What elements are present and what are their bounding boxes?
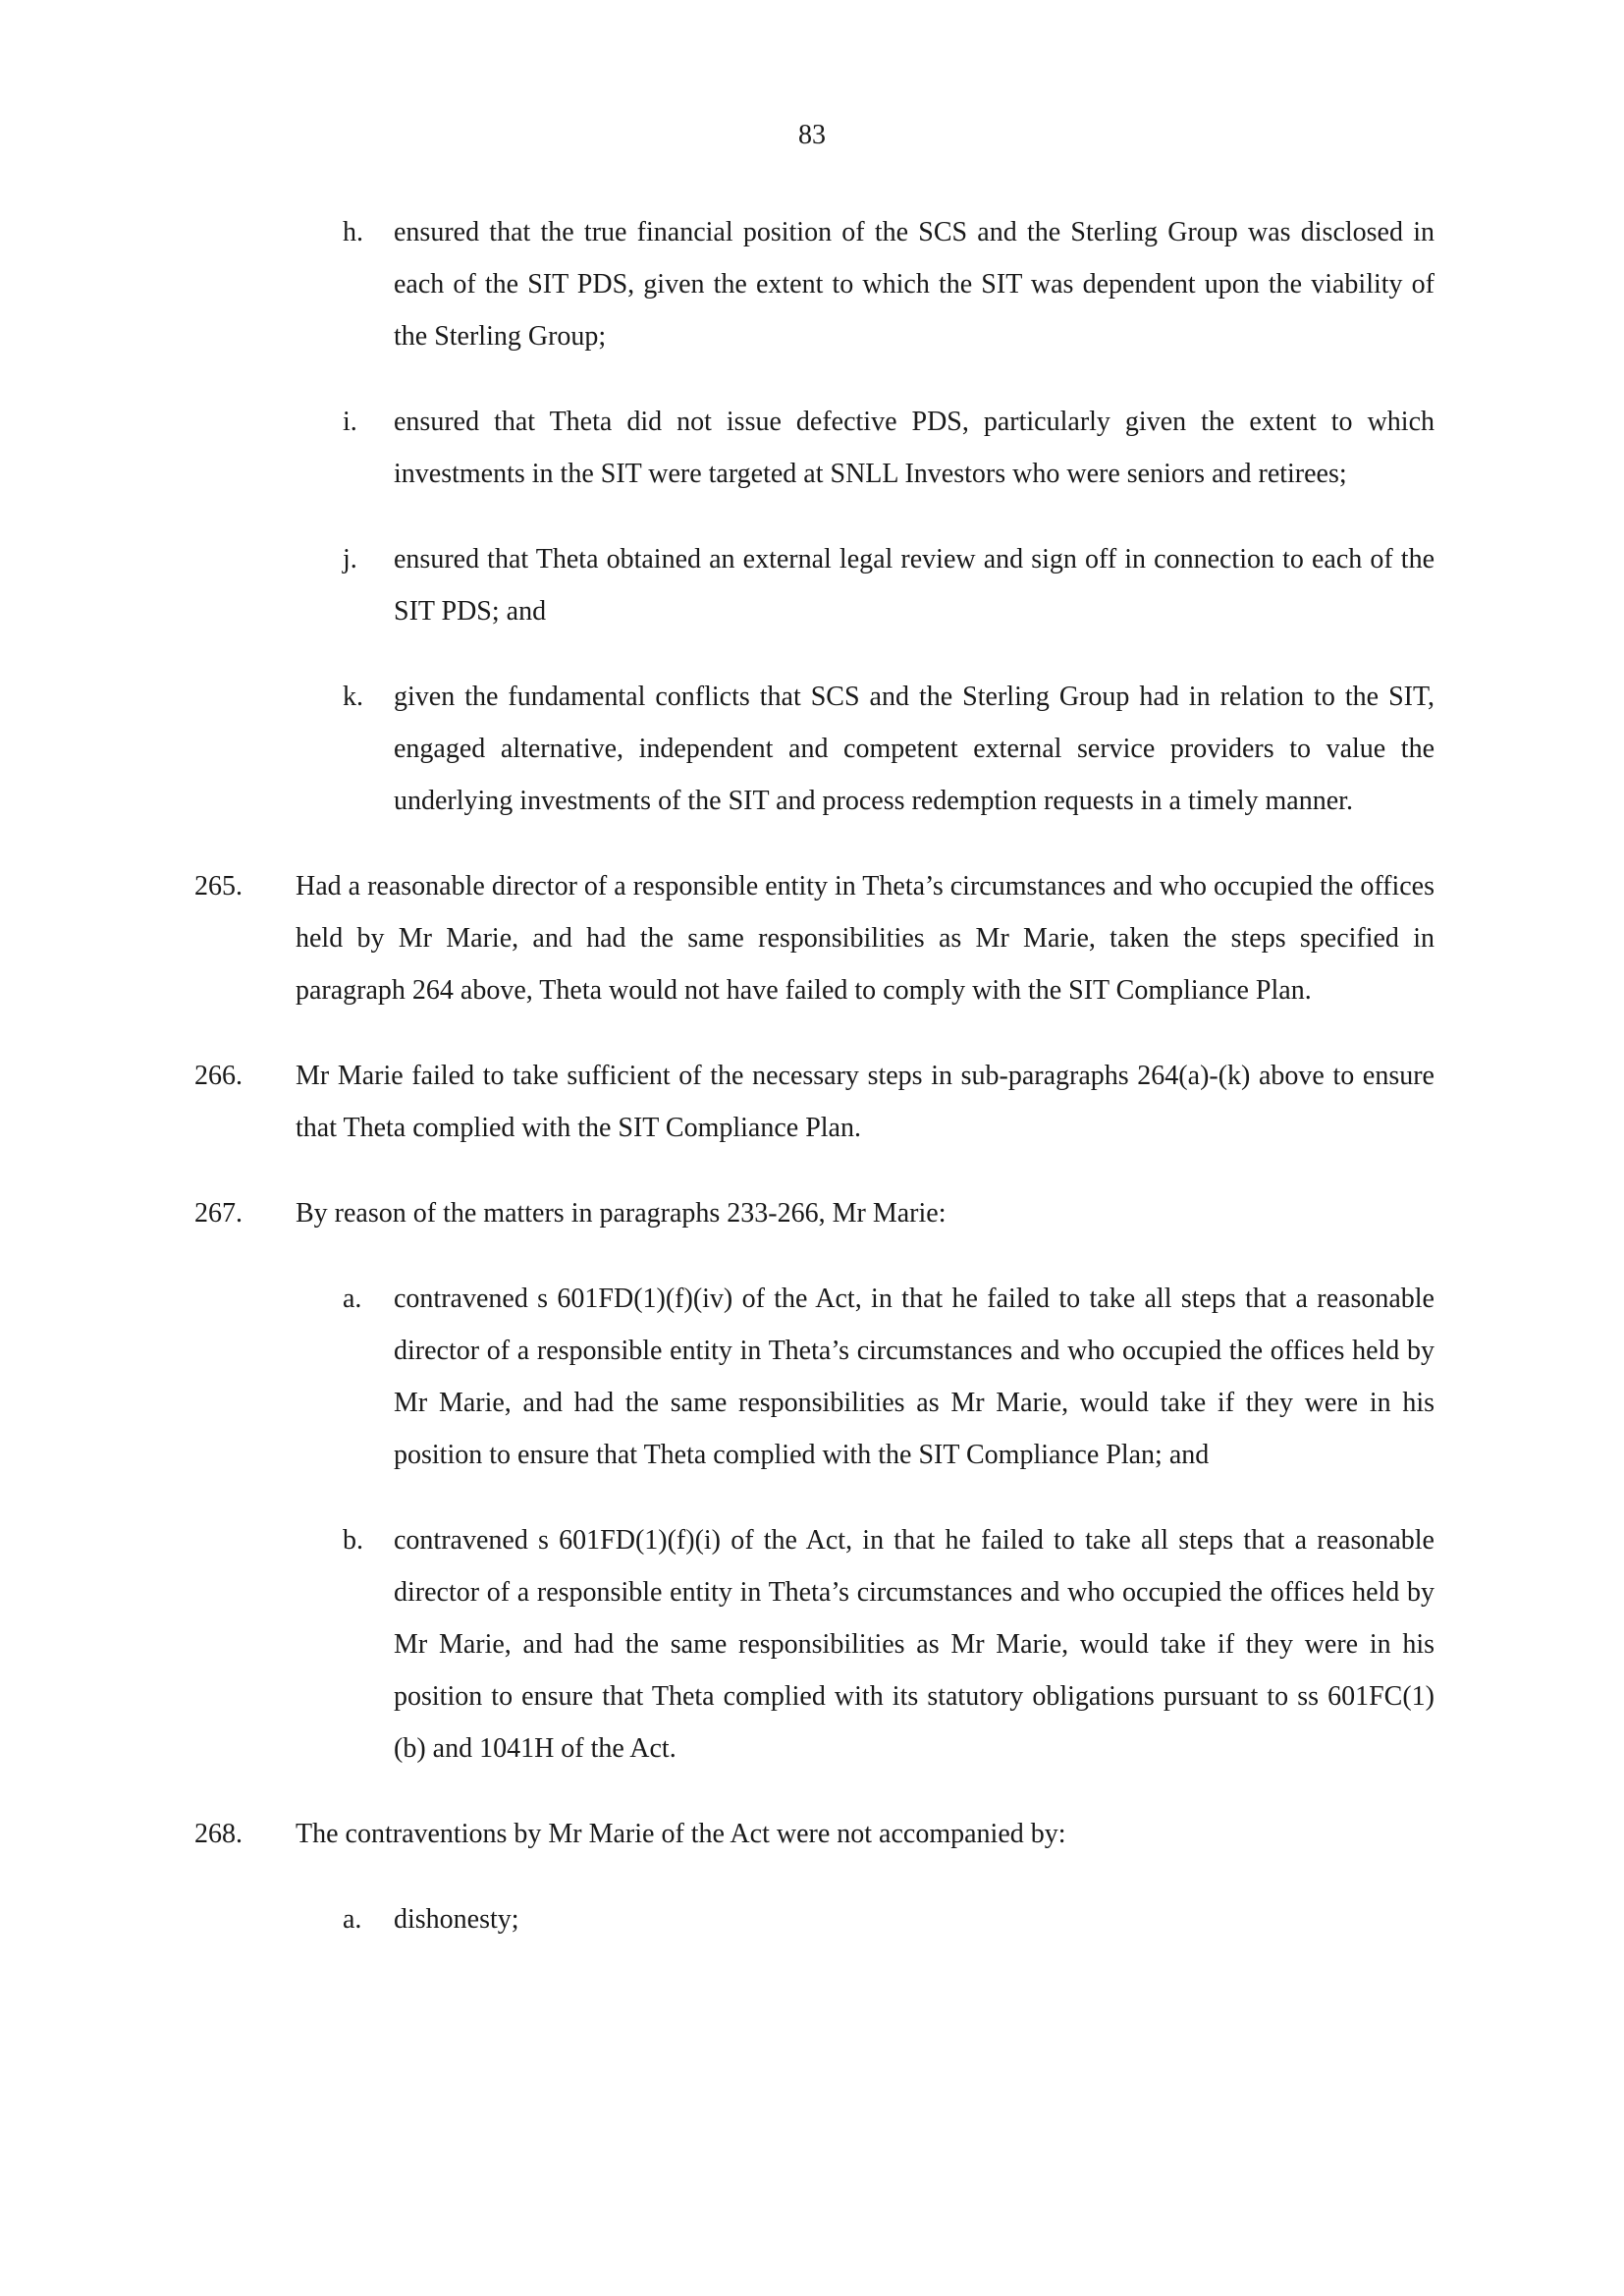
sub-paragraph-267-a: [0, 1273, 1624, 1481]
sub-paragraph-letter: b.: [343, 1525, 363, 1556]
paragraph-text: Had a reasonable director of a responsible entity in Theta’s circumstances and who occupied the offices held by Mr Marie, and had the same responsibilities as Mr Marie, taken the steps specified in paragraph 264 above, Theta would not have failed to comply with the SIT Compliance Plan.: [296, 871, 1435, 1006]
page-number: 83: [798, 120, 826, 150]
paragraph-number: 265.: [194, 871, 243, 902]
sub-paragraph-letter: k.: [343, 682, 363, 712]
sub-paragraph-267-b: [0, 1514, 1624, 1775]
paragraph-number: 267.: [194, 1198, 243, 1229]
sub-paragraph-text: dishonesty;: [394, 1904, 519, 1935]
paragraph-number: 268.: [194, 1819, 243, 1849]
sub-paragraph-i: [0, 396, 1624, 500]
sub-paragraph-letter: a.: [343, 1284, 362, 1314]
sub-paragraph-letter: h.: [343, 217, 363, 247]
sub-paragraph-text: contravened s 601FD(1)(f)(iv) of the Act, in that he failed to take all steps that a reasonable director of a responsible entity in Theta’s circumstances and who occupied the offices held by Mr Marie, and had the same responsibilities as Mr Marie, would take if they were in his position to ensure that Theta complied with the SIT Compliance Plan; and: [394, 1284, 1435, 1470]
sub-paragraph-h: [0, 206, 1624, 362]
paragraph-text: By reason of the matters in paragraphs 233-266, Mr Marie:: [296, 1198, 947, 1229]
sub-paragraph-letter: a.: [343, 1904, 362, 1935]
sub-paragraph-text: ensured that Theta obtained an external legal review and sign off in connection to each of the SIT PDS; and: [394, 544, 1435, 627]
sub-paragraph-letter: j.: [343, 544, 357, 574]
sub-paragraph-text: given the fundamental conflicts that SCS and the Sterling Group had in relation to the SIT, engaged alternative, independent and competent external service providers to value the underlying investments of the SIT and process redemption requests in a timely manner.: [394, 682, 1435, 816]
paragraph-266: [0, 1050, 1624, 1154]
sub-paragraph-letter: i.: [343, 407, 357, 437]
sub-paragraph-268-a: [0, 1893, 1624, 1945]
paragraph-265: [0, 860, 1624, 1016]
paragraph-267: [0, 1187, 1624, 1239]
paragraph-268: [0, 1808, 1624, 1860]
paragraph-text: Mr Marie failed to take sufficient of the necessary steps in sub-paragraphs 264(a)-(k) above to ensure that Theta complied with the SIT Compliance Plan.: [296, 1061, 1435, 1143]
sub-paragraph-text: contravened s 601FD(1)(f)(i) of the Act, in that he failed to take all steps that a reasonable director of a responsible entity in Theta’s circumstances and who occupied the offices held by Mr Marie, and had the same responsibilities as Mr Marie, would take if they were in his position to ensure that Theta complied with its statutory obligations pursuant to ss 601FC(1)(b) and 1041H of the Act.: [394, 1525, 1435, 1764]
sub-paragraph-text: ensured that the true financial position of the SCS and the Sterling Group was disclosed in each of the SIT PDS, given the extent to which the SIT was dependent upon the viability of the Sterling Group;: [394, 217, 1435, 352]
sub-paragraph-k: [0, 671, 1624, 827]
paragraph-number: 266.: [194, 1061, 243, 1091]
document-body: [0, 206, 1624, 1945]
sub-paragraph-j: [0, 533, 1624, 637]
sub-paragraph-text: ensured that Theta did not issue defective PDS, particularly given the extent to which investments in the SIT were targeted at SNLL Investors who were seniors and retirees;: [394, 407, 1435, 489]
paragraph-text: The contraventions by Mr Marie of the Act were not accompanied by:: [296, 1819, 1066, 1849]
